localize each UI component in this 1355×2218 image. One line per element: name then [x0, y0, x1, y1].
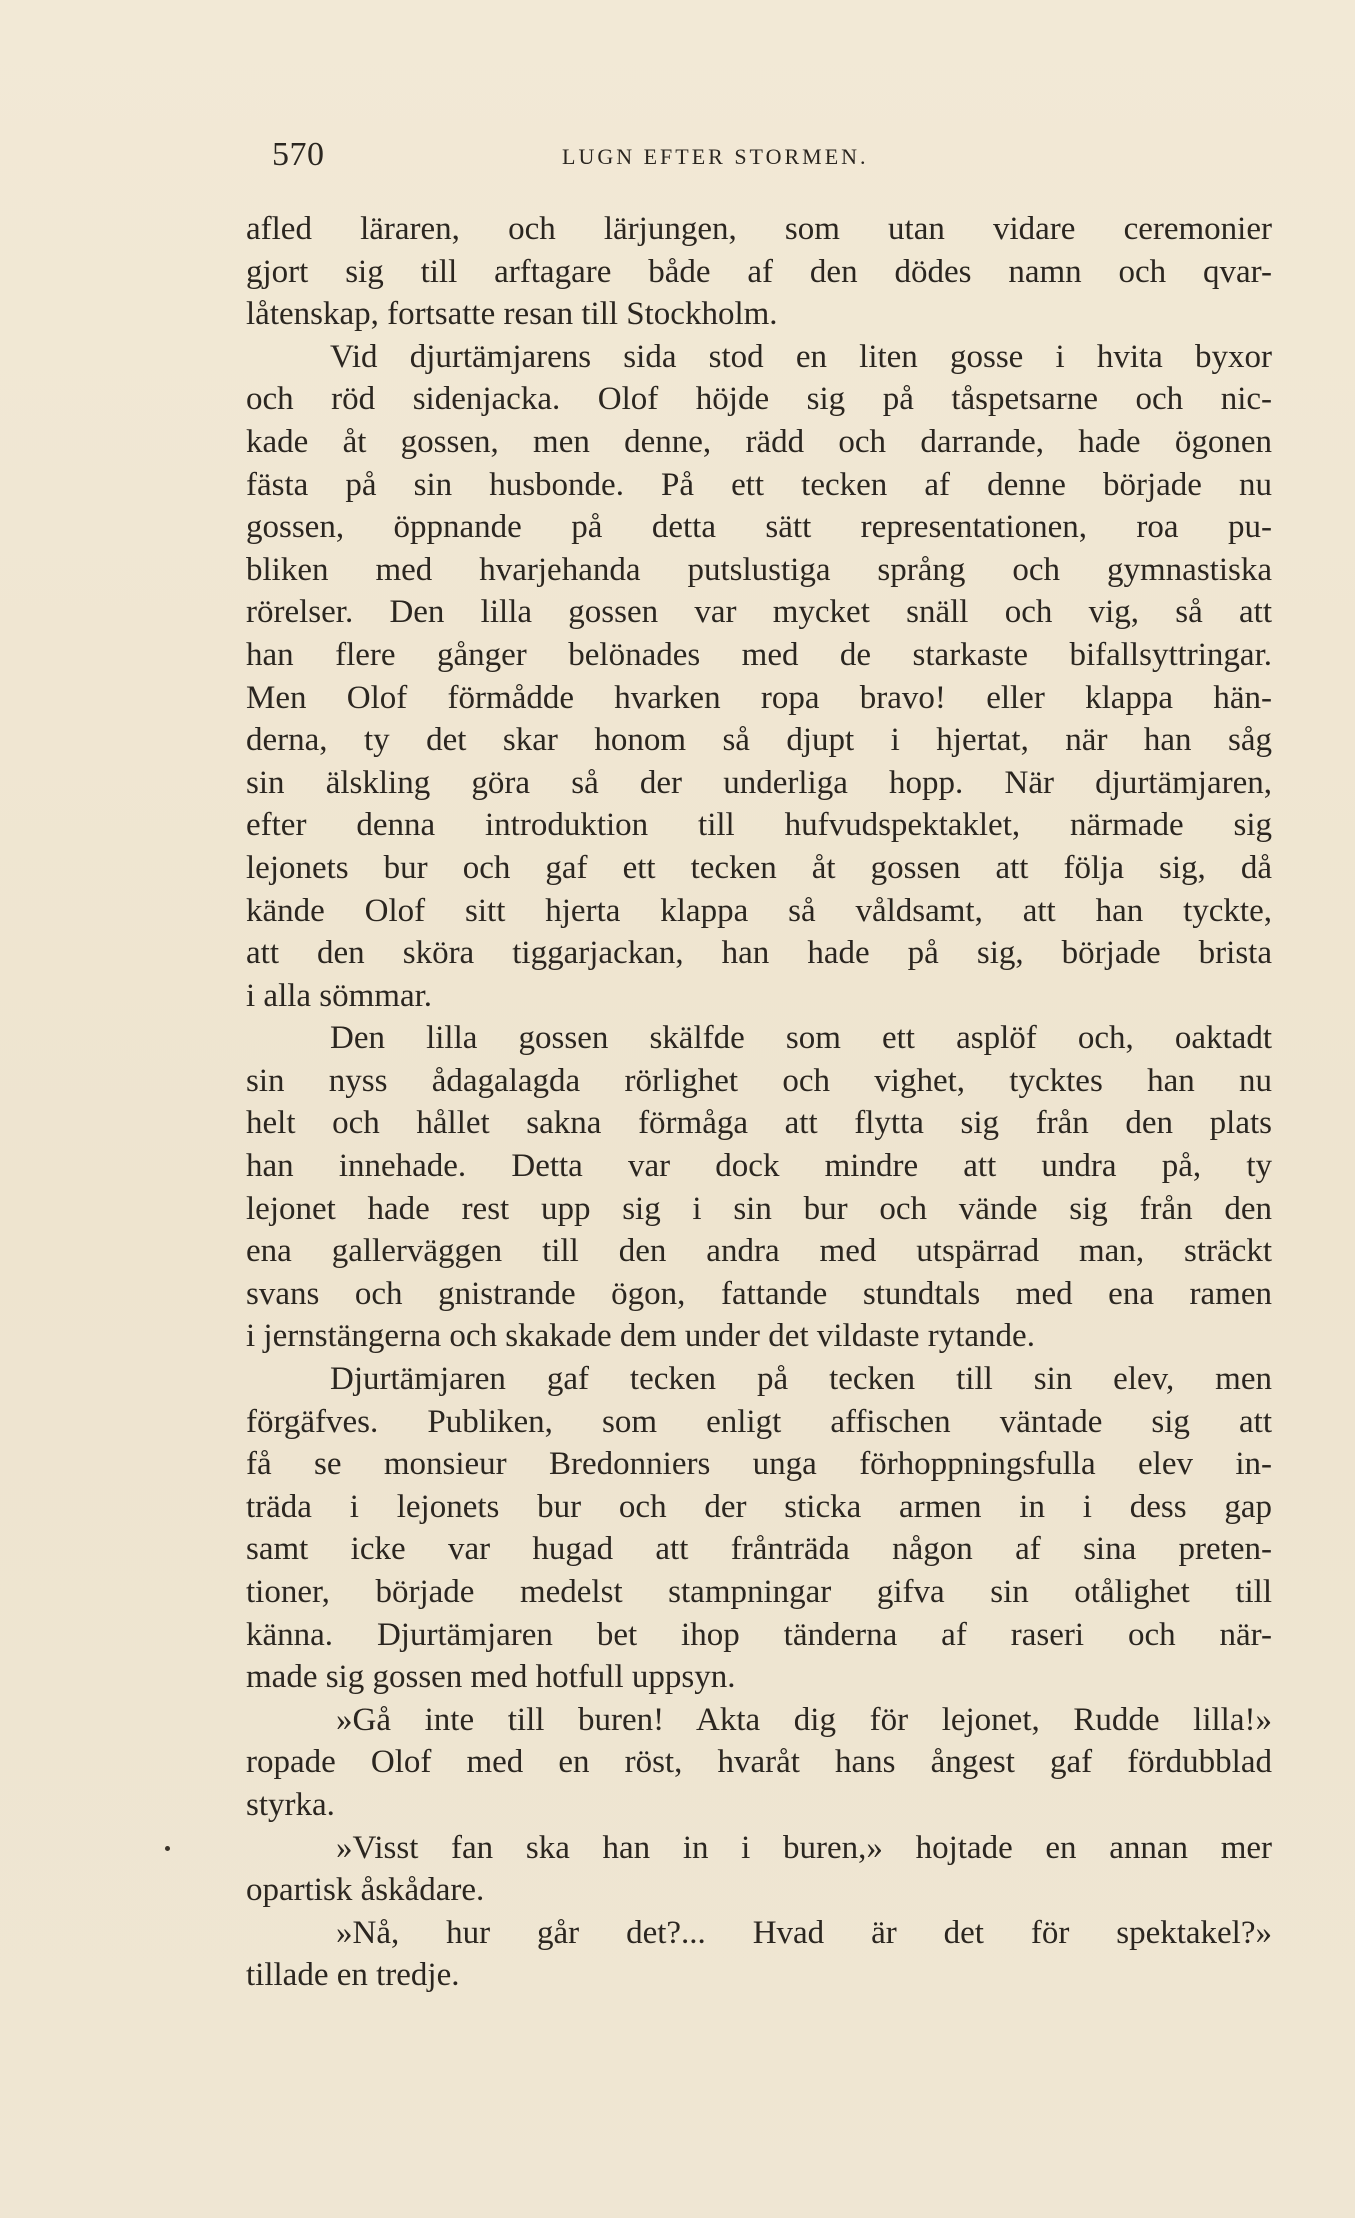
- text-line: sin älskling göra så der underliga hopp. När djurtämjaren,: [246, 764, 1272, 801]
- text-line: låtenskap, fortsatte resan till Stockholm.: [246, 296, 778, 333]
- text-line: bliken med hvarjehanda putslustiga språng och gymnastiska: [246, 551, 1272, 588]
- text-line: made sig gossen med hotfull uppsyn.: [246, 1659, 736, 1696]
- text-line: kände Olof sitt hjerta klappa så våldsamt, att han tyckte,: [246, 892, 1272, 929]
- text-line: förgäfves. Publiken, som enligt affischen väntade sig att: [246, 1403, 1272, 1440]
- text-line: Djurtämjaren gaf tecken på tecken till sin elev, men: [330, 1361, 1272, 1398]
- text-line: fästa på sin husbonde. På ett tecken af denne började nu: [246, 466, 1272, 503]
- ink-speck: [165, 1846, 170, 1851]
- text-line: rörelser. Den lilla gossen var mycket snäll och vig, så att: [246, 594, 1272, 631]
- text-line: lejonet hade rest upp sig i sin bur och vände sig från den: [246, 1190, 1272, 1227]
- text-line: styrka.: [246, 1786, 335, 1823]
- text-line: svans och gnistrande ögon, fattande stundtals med ena ramen: [246, 1275, 1272, 1312]
- text-line: Den lilla gossen skälfde som ett asplöf och, oaktadt: [330, 1020, 1272, 1057]
- text-line: tillade en tredje.: [246, 1957, 460, 1994]
- text-line: gossen, öppnande på detta sätt representationen, roa pu-: [246, 509, 1272, 546]
- text-line: gjort sig till arftagare både af den dödes namn och qvar-: [246, 253, 1272, 290]
- text-line: sin nyss ådagalagda rörlighet och vighet, tycktes han nu: [246, 1062, 1272, 1099]
- text-line: derna, ty det skar honom så djupt i hjertat, när han såg: [246, 722, 1272, 759]
- body-text: [246, 208, 1272, 1997]
- text-line: »Nå, hur går det?... Hvad är det för spektakel?»: [336, 1914, 1272, 1951]
- text-line: afled läraren, och lärjungen, som utan vidare ceremonier: [246, 211, 1272, 247]
- text-line: samt icke var hugad att frånträda någon af sina preten-: [246, 1531, 1272, 1568]
- text-line: att den sköra tiggarjackan, han hade på sig, började brista: [246, 935, 1272, 972]
- page-header: [272, 136, 1272, 180]
- text-line: tioner, började medelst stampningar gifva sin otålighet till: [246, 1574, 1272, 1610]
- text-line: i alla sömmar.: [246, 977, 433, 1014]
- text-line: »Gå inte till buren! Akta dig för lejonet, Rudde lilla!»: [336, 1701, 1272, 1738]
- text-line: han flere gånger belönades med de starkaste bifallsyttringar.: [246, 636, 1272, 673]
- text-line: känna. Djurtämjaren bet ihop tänderna af raseri och när-: [246, 1616, 1272, 1653]
- text-line: få se monsieur Bredonniers unga förhoppningsfulla elev in-: [246, 1446, 1272, 1483]
- text-line: och röd sidenjacka. Olof höjde sig på tåspetsarne och nic-: [246, 381, 1272, 418]
- text-line: ena gallerväggen till den andra med utspärrad man, sträckt: [246, 1233, 1272, 1270]
- running-title: LUGN EFTER STORMEN.: [562, 144, 869, 169]
- text-line: Vid djurtämjarens sida stod en liten gosse i hvita byxor: [330, 338, 1272, 375]
- page-number: 570: [272, 136, 325, 173]
- text-line: träda i lejonets bur och der sticka armen in i dess gap: [246, 1488, 1272, 1525]
- text-line: ropade Olof med en röst, hvaråt hans ångest gaf fördubblad: [246, 1744, 1272, 1781]
- text-line: opartisk åskådare.: [246, 1872, 485, 1909]
- text-line: han innehade. Detta var dock mindre att undra på, ty: [246, 1148, 1272, 1185]
- text-line: lejonets bur och gaf ett tecken åt gossen att följa sig, då: [246, 849, 1272, 886]
- text-line: Men Olof förmådde hvarken ropa bravo! eller klappa hän-: [246, 679, 1272, 716]
- text-line: »Visst fan ska han in i buren,» hojtade en annan mer: [336, 1829, 1272, 1866]
- text-line: efter denna introduktion till hufvudspektaklet, närmade sig: [246, 807, 1272, 844]
- text-line: kade åt gossen, men denne, rädd och darrande, hade ögonen: [246, 423, 1272, 460]
- text-line: helt och hållet sakna förmåga att flytta sig från den plats: [246, 1105, 1272, 1142]
- text-line: i jernstängerna och skakade dem under det vildaste rytande.: [246, 1318, 1035, 1355]
